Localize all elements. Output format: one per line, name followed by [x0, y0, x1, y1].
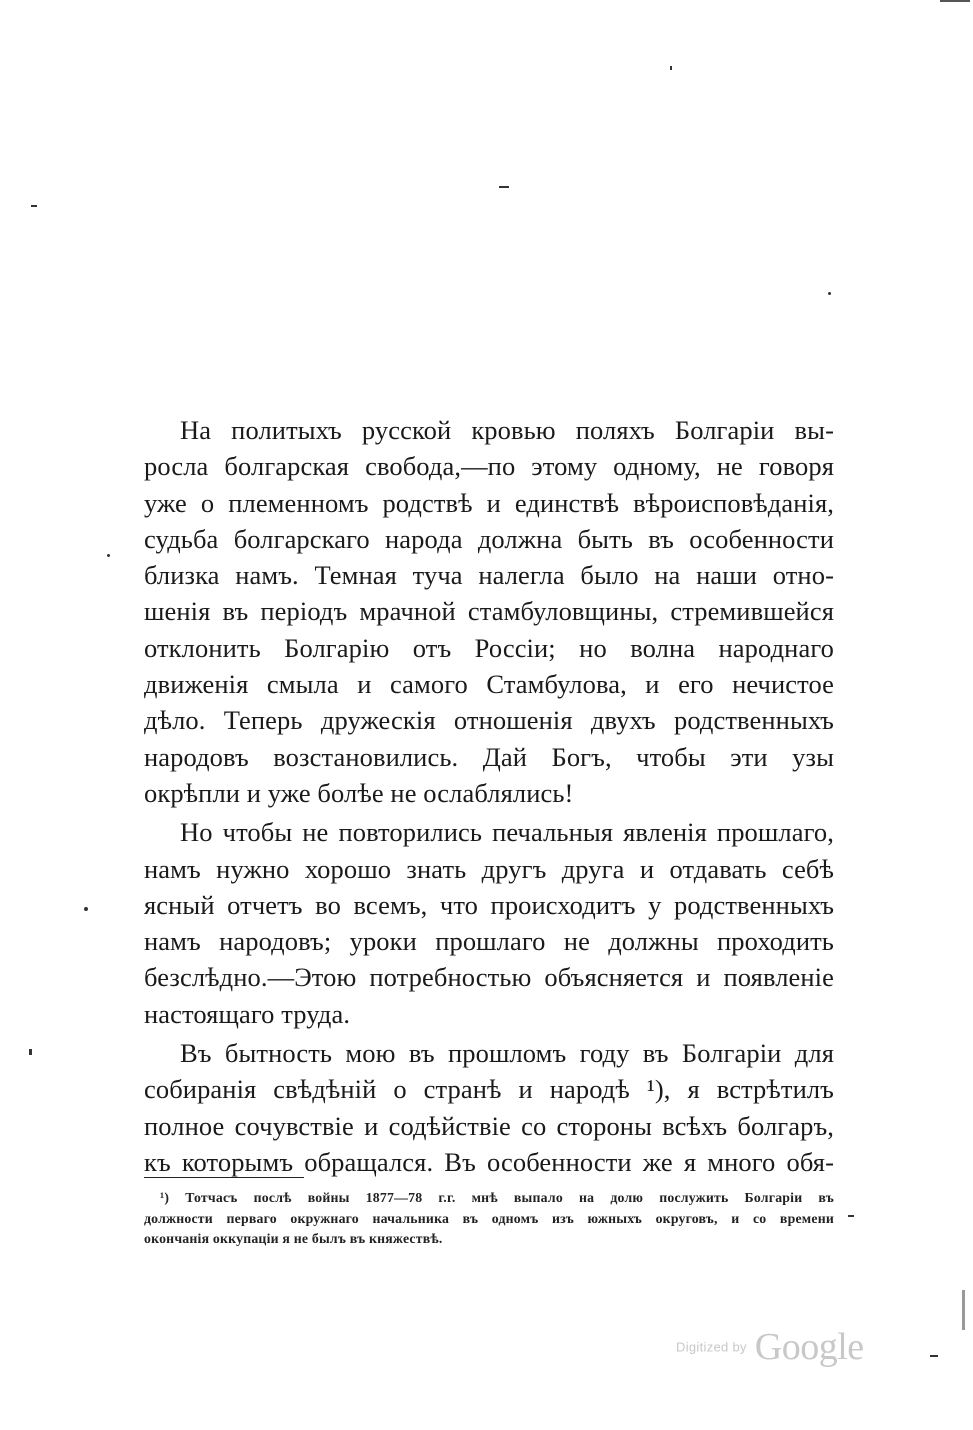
paragraph-3 — [144, 1035, 834, 1180]
text-line: народовъ возстановились. Дай Богъ, чтобы эти узы — [144, 741, 834, 772]
footnote-line: ¹) Тотчасъ послѣ войны 1877—78 г.г. мнѣ выпало на долю послужить Болгаріи въ — [160, 1190, 834, 1205]
text-line: Въ бытность мою въ прошломъ году въ Болгаріи для — [180, 1038, 834, 1069]
footnote-separator — [144, 1177, 304, 1178]
text-line: собиранія свѣдѣній о странѣ и народѣ ¹), я встрѣтилъ — [144, 1074, 834, 1105]
text-line: близка намъ. Темная туча налегла было на наши отно- — [144, 560, 834, 591]
paragraph-1 — [144, 412, 834, 811]
text-line: къ которымъ обращался. Въ особенности же я много обя- — [144, 1146, 834, 1177]
text-line: отклонить Болгарію отъ Россіи; но волна народнаго — [144, 632, 834, 663]
text-line: уже о племенномъ родствѣ и единствѣ вѣроисповѣданія, — [144, 487, 834, 518]
text-line: росла болгарская свобода,—по этому одному, не говоря — [144, 451, 834, 482]
text-line: настоящаго труда. — [144, 998, 351, 1029]
scan-speck — [940, 0, 970, 2]
text-line: полное сочувствіе и содѣйствіе со стороны всѣхъ болгаръ, — [144, 1110, 834, 1141]
text-line: ясный отчетъ во всемъ, что происходитъ у родственныхъ — [144, 889, 834, 920]
scan-speck — [930, 1355, 938, 1357]
scan-speck — [107, 554, 110, 557]
scan-speck — [670, 66, 672, 70]
text-line: Но чтобы не повторились печальныя явленія прошлаго, — [180, 817, 834, 848]
text-line: шенія въ періодъ мрачной стамбуловщины, стремившейся — [144, 596, 834, 627]
text-line: судьба болгарскаго народа должна быть въ особенности — [144, 523, 834, 554]
text-line: намъ нужно хорошо знать другъ друга и отдавать себѣ — [144, 853, 834, 884]
scan-speck — [84, 907, 88, 911]
text-line: На политыхъ русской кровью поляхъ Болгаріи вы- — [180, 415, 834, 445]
body-text — [144, 412, 834, 1180]
text-line: окрѣпли и уже болѣе не ослаблялись! — [144, 777, 574, 808]
footnote-line: окончанія оккупаціи я не былъ въ княжествѣ. — [144, 1231, 443, 1246]
text-line: движенія смыла и самого Стамбулова, и его нечистое — [144, 669, 834, 700]
text-line: безслѣдно.—Этою потребностью объясняется и появленіе — [144, 962, 834, 993]
watermark-prefix: Digitized by — [676, 1339, 747, 1355]
scan-speck — [29, 1049, 32, 1055]
footnote — [144, 1188, 834, 1250]
watermark-brand-logo: Google — [754, 1326, 864, 1368]
scan-speck — [962, 1290, 965, 1330]
paragraph-2 — [144, 814, 834, 1032]
text-line: дѣло. Теперь дружескія отношенія двухъ родственныхъ — [144, 705, 834, 736]
text-line: намъ народовъ; уроки прошлаго не должны проходить — [144, 926, 834, 957]
scan-speck — [31, 205, 37, 207]
digitized-watermark — [676, 1325, 864, 1369]
scan-speck — [828, 292, 831, 295]
scan-speck — [499, 186, 509, 188]
footnote-line: должности перваго окружнаго начальника въ одномъ изъ южныхъ округовъ, и со времени — [144, 1210, 834, 1226]
scan-speck — [848, 1215, 854, 1217]
